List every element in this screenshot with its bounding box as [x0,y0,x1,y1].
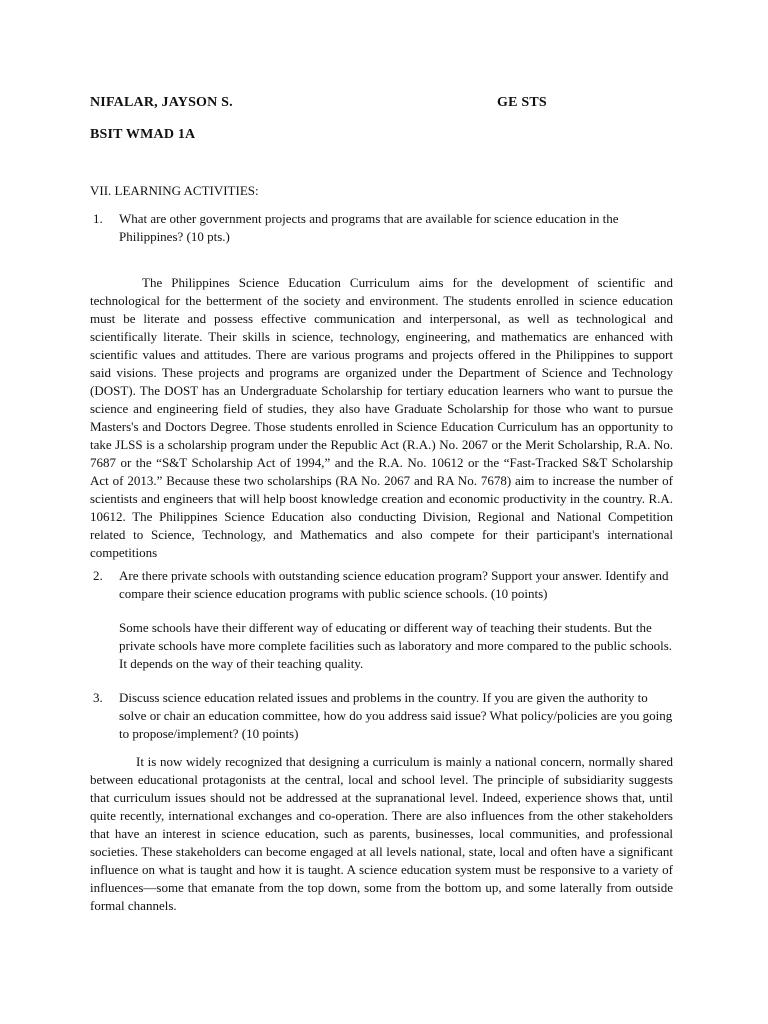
question-text: Discuss science education related issues and problems in the country. If you are given the authority to solve or chair an education committee, how do you address said issue? What policy/policies are you going to propose/implement? (10 points) [119,690,673,741]
question-number: 2. [93,568,103,583]
answer-paragraph: Some schools have their different way of educating or different way of teaching their students. But the private schools have more complete facilities such as laboratory and more compared to the public schools. It depends on the way of their teaching quality. [119,620,673,671]
course-section: BSIT WMAD 1A [90,127,196,142]
section-title: VII. LEARNING ACTIVITIES: [90,183,259,198]
question-text: What are other government projects and programs that are available for science education in the Philippines? (10 pts.) [119,211,619,244]
question-number: 3. [93,690,103,705]
answer-paragraph: It is now widely recognized that designing a curriculum is mainly a national concern, normally shared between educational protagonists at the central, local and school level. The principle of subsidiarity suggests that curriculum issues should not be addressed at the supranational level. Indeed, experience shows that, until quite recently, international exchanges and co-operation. There are also influences from the other stakeholders that have an interest in science education, such as parents, businesses, local communities, and professional societies. These stakeholders can become engaged at all levels national, state, local and often have a significant influence on what is taught and how it is taught. A science education system must be responsive to a variety of influences—some that emanate from the top down, some from the bottom up, and some laterally from outside formal channels. [90,754,673,913]
question-number: 1. [93,211,103,226]
answer-paragraph: The Philippines Science Education Curriculum aims for the development of scientific and technological for the betterment of the society and environment. The students enrolled in science education must be literate and possess effective communication and interpersonal, as well as technological and scientifically literate. Their skills in science, technology, engineering, and mathematics are enhanced with scientific values and attitudes. There are various programs and projects offered in the Philippines to support said visions. These projects and programs are organized under the Department of Science and Technology (DOST). The DOST has an Undergraduate Scholarship for tertiary education learners who want to pursue the science and engineering field of studies, they also have Graduate Scholarship for those who want to pursue Masters's and Doctors Degree. Those students enrolled in Science Education Curriculum has an opportunity to take JLSS is a scholarship program under the Republic Act (R.A.) No. 2067 or the Merit Scholarship, R.A. No. 7687 or the “S&T Scholarship Act of 1994,” and the R.A. No. 10612 or the “Fast-Tracked S&T Scholarship Act of 2013.” Because these two scholarships (RA No. 2067 and RA No. 7678) aim to increase the number of scientists and engineers that will help boost knowledge creation and economic productivity in the country. R.A. 10612. The Philippines Science Education also conducting Division, Regional and National Competition related to Science, Technology, and Mathematics and also compete for their participant's international competitions [90,275,673,560]
subject-code: GE STS [497,95,547,110]
student-name: NIFALAR, JAYSON S. [90,95,233,110]
question-text: Are there private schools with outstanding science education program? Support your answer. Identify and compare their science education programs with public science schools. (10 points) [119,568,669,601]
